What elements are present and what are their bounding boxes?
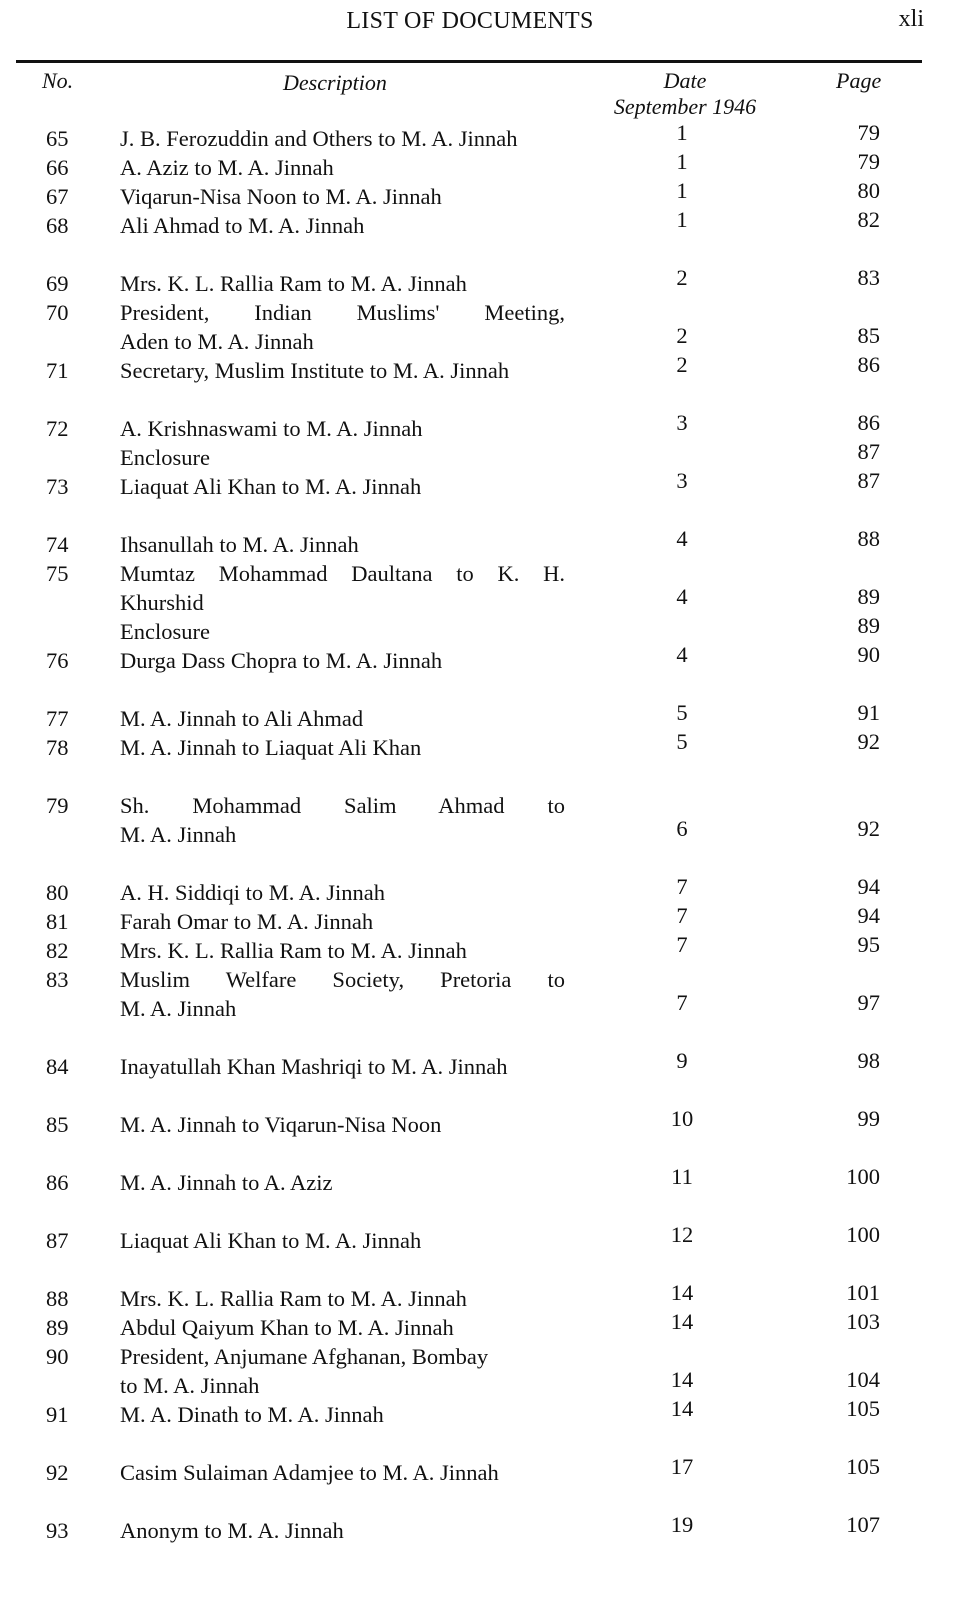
document-page: 80 — [857, 178, 880, 203]
running-title: LIST OF DOCUMENTS — [346, 8, 594, 34]
document-description: Sh. Mohammad Salim Ahmad to — [120, 793, 565, 818]
document-number: 67 — [46, 184, 69, 209]
document-date: 14 — [670, 1280, 694, 1305]
document-description: Inayatullah Khan Mashriqi to M. A. Jinnah — [120, 1054, 508, 1079]
document-page: 87 — [857, 439, 880, 464]
document-date: 2 — [676, 265, 688, 290]
document-page: 88 — [857, 526, 880, 551]
document-date: 11 — [671, 1164, 693, 1189]
document-number: 86 — [46, 1170, 69, 1195]
document-date: 1 — [676, 149, 688, 174]
document-page: 83 — [857, 265, 880, 290]
document-description: M. A. Jinnah to Viqarun-Nisa Noon — [120, 1112, 442, 1137]
document-date: 12 — [670, 1222, 694, 1247]
document-date: 9 — [676, 1048, 688, 1073]
document-date: 4 — [676, 642, 688, 667]
document-description: M. A. Jinnah to A. Aziz — [120, 1170, 333, 1195]
document-entry — [0, 932, 968, 965]
document-number: 84 — [46, 1054, 69, 1079]
document-page: 98 — [857, 1048, 880, 1073]
document-description: M. A. Jinnah — [120, 996, 237, 1021]
document-number: 87 — [46, 1228, 69, 1253]
document-entry — [0, 352, 968, 385]
document-date: 1 — [676, 120, 688, 145]
document-page: 82 — [857, 207, 880, 232]
document-entry — [0, 1396, 968, 1429]
document-date: 2 — [676, 352, 688, 377]
document-number: 82 — [46, 938, 69, 963]
document-number: 69 — [46, 271, 69, 296]
document-date: 1 — [676, 207, 688, 232]
column-header-date-label: Date — [663, 68, 707, 93]
document-description: M. A. Jinnah to Ali Ahmad — [120, 706, 364, 731]
document-date: 14 — [670, 1309, 694, 1334]
document-description: Ihsanullah to M. A. Jinnah — [120, 532, 359, 557]
document-description: President, Anjumane Afghanan, Bombay — [120, 1344, 489, 1369]
document-date: 3 — [676, 468, 688, 493]
document-number: 80 — [46, 880, 69, 905]
column-header-page: Page — [836, 68, 882, 93]
document-number: 65 — [46, 126, 69, 151]
document-page: 79 — [857, 120, 880, 145]
document-description: A. H. Siddiqi to M. A. Jinnah — [120, 880, 386, 905]
document-date: 10 — [670, 1106, 694, 1131]
document-entry — [0, 526, 968, 559]
document-description: Durga Dass Chopra to M. A. Jinnah — [120, 648, 443, 673]
document-page: 105 — [846, 1396, 880, 1421]
document-entry-continuation — [0, 816, 968, 849]
document-date: 7 — [676, 932, 688, 957]
document-description: to M. A. Jinnah — [120, 1373, 260, 1398]
document-page: 94 — [857, 874, 880, 899]
document-page: 90 — [857, 642, 880, 667]
document-number: 72 — [46, 416, 69, 441]
document-description: Liaquat Ali Khan to M. A. Jinnah — [120, 1228, 422, 1253]
column-header-description: Description — [283, 70, 387, 95]
document-description: Enclosure — [120, 445, 210, 470]
column-header-date — [600, 68, 770, 120]
document-number: 76 — [46, 648, 69, 673]
document-entry — [0, 1512, 968, 1545]
document-number: 93 — [46, 1518, 69, 1543]
document-number: 81 — [46, 909, 69, 934]
document-description: Mrs. K. L. Rallia Ram to M. A. Jinnah — [120, 271, 467, 296]
document-entry — [0, 265, 968, 298]
document-description: Secretary, Muslim Institute to M. A. Jinnah — [120, 358, 510, 383]
document-page: 105 — [846, 1454, 880, 1479]
document-description: A. Krishnaswami to M. A. Jinnah — [120, 416, 423, 441]
document-date: 4 — [676, 584, 688, 609]
document-description: M. A. Jinnah — [120, 822, 237, 847]
document-page: 89 — [857, 613, 880, 638]
document-number: 88 — [46, 1286, 69, 1311]
document-date: 2 — [676, 323, 688, 348]
document-page: 87 — [857, 468, 880, 493]
column-header-no: No. — [42, 68, 74, 93]
document-description: President, Indian Muslims' Meeting, — [120, 300, 565, 325]
document-page: 89 — [857, 584, 880, 609]
document-date: 17 — [670, 1454, 694, 1479]
document-number: 90 — [46, 1344, 69, 1369]
document-date: 1 — [676, 178, 688, 203]
document-description: Aden to M. A. Jinnah — [120, 329, 314, 354]
document-number: 66 — [46, 155, 69, 180]
document-page: 99 — [857, 1106, 880, 1131]
document-page: 95 — [857, 932, 880, 957]
document-page: 91 — [857, 700, 880, 725]
document-page: 97 — [857, 990, 880, 1015]
page-folio: xli — [898, 6, 924, 32]
document-description: Casim Sulaiman Adamjee to M. A. Jinnah — [120, 1460, 499, 1485]
document-entry-continuation — [0, 990, 968, 1023]
document-entry — [0, 468, 968, 501]
column-header-date-month: September 1946 — [613, 94, 757, 119]
document-date: 7 — [676, 990, 688, 1015]
document-description: Anonym to M. A. Jinnah — [120, 1518, 344, 1543]
document-entry — [0, 1048, 968, 1081]
document-number: 68 — [46, 213, 69, 238]
document-date: 7 — [676, 874, 688, 899]
document-description: Mrs. K. L. Rallia Ram to M. A. Jinnah — [120, 938, 467, 963]
document-date: 19 — [670, 1512, 694, 1537]
document-entry — [0, 1164, 968, 1197]
document-entry — [0, 1309, 968, 1342]
document-page: 100 — [846, 1164, 880, 1189]
document-date: 6 — [676, 816, 688, 841]
document-number: 70 — [46, 300, 69, 325]
document-date: 4 — [676, 526, 688, 551]
document-page: 79 — [857, 149, 880, 174]
document-page: 92 — [857, 816, 880, 841]
document-description: J. B. Ferozuddin and Others to M. A. Jinnah — [120, 126, 518, 151]
document-page: 107 — [846, 1512, 880, 1537]
document-number: 89 — [46, 1315, 69, 1340]
document-description: Khurshid — [120, 590, 204, 615]
document-description: Viqarun-Nisa Noon to M. A. Jinnah — [120, 184, 442, 209]
document-date: 14 — [670, 1396, 694, 1421]
document-date: 7 — [676, 903, 688, 928]
document-description: Farah Omar to M. A. Jinnah — [120, 909, 374, 934]
document-description: A. Aziz to M. A. Jinnah — [120, 155, 334, 180]
document-date: 5 — [676, 729, 688, 754]
document-page: 94 — [857, 903, 880, 928]
document-number: 83 — [46, 967, 69, 992]
document-description: Muslim Welfare Society, Pretoria to — [120, 967, 565, 992]
document-number: 85 — [46, 1112, 69, 1137]
document-number: 74 — [46, 532, 69, 557]
document-entry — [0, 1222, 968, 1255]
document-entry — [0, 642, 968, 675]
header-rule — [16, 60, 922, 63]
document-date: 5 — [676, 700, 688, 725]
document-number: 78 — [46, 735, 69, 760]
document-page: 86 — [857, 410, 880, 435]
document-number: 77 — [46, 706, 69, 731]
document-number: 75 — [46, 561, 69, 586]
document-page: 92 — [857, 729, 880, 754]
document-page: 101 — [846, 1280, 880, 1305]
document-description: Mrs. K. L. Rallia Ram to M. A. Jinnah — [120, 1286, 467, 1311]
document-date: 14 — [670, 1367, 694, 1392]
document-entry — [0, 1106, 968, 1139]
document-number: 91 — [46, 1402, 69, 1427]
document-description: M. A. Dinath to M. A. Jinnah — [120, 1402, 384, 1427]
document-description: Ali Ahmad to M. A. Jinnah — [120, 213, 365, 238]
document-description: Abdul Qaiyum Khan to M. A. Jinnah — [120, 1315, 454, 1340]
document-page: 86 — [857, 352, 880, 377]
document-number: 73 — [46, 474, 69, 499]
document-description: Enclosure — [120, 619, 210, 644]
document-number: 71 — [46, 358, 69, 383]
document-number: 79 — [46, 793, 69, 818]
document-description: Mumtaz Mohammad Daultana to K. H. — [120, 561, 565, 586]
document-page: 103 — [846, 1309, 880, 1334]
document-entry — [0, 207, 968, 240]
document-number: 92 — [46, 1460, 69, 1485]
document-page: 100 — [846, 1222, 880, 1247]
document-page: 104 — [846, 1367, 880, 1392]
document-description: Liaquat Ali Khan to M. A. Jinnah — [120, 474, 422, 499]
document-description: M. A. Jinnah to Liaquat Ali Khan — [120, 735, 422, 760]
document-entry — [0, 729, 968, 762]
document-date: 3 — [676, 410, 688, 435]
document-entry — [0, 1454, 968, 1487]
document-page: 85 — [857, 323, 880, 348]
